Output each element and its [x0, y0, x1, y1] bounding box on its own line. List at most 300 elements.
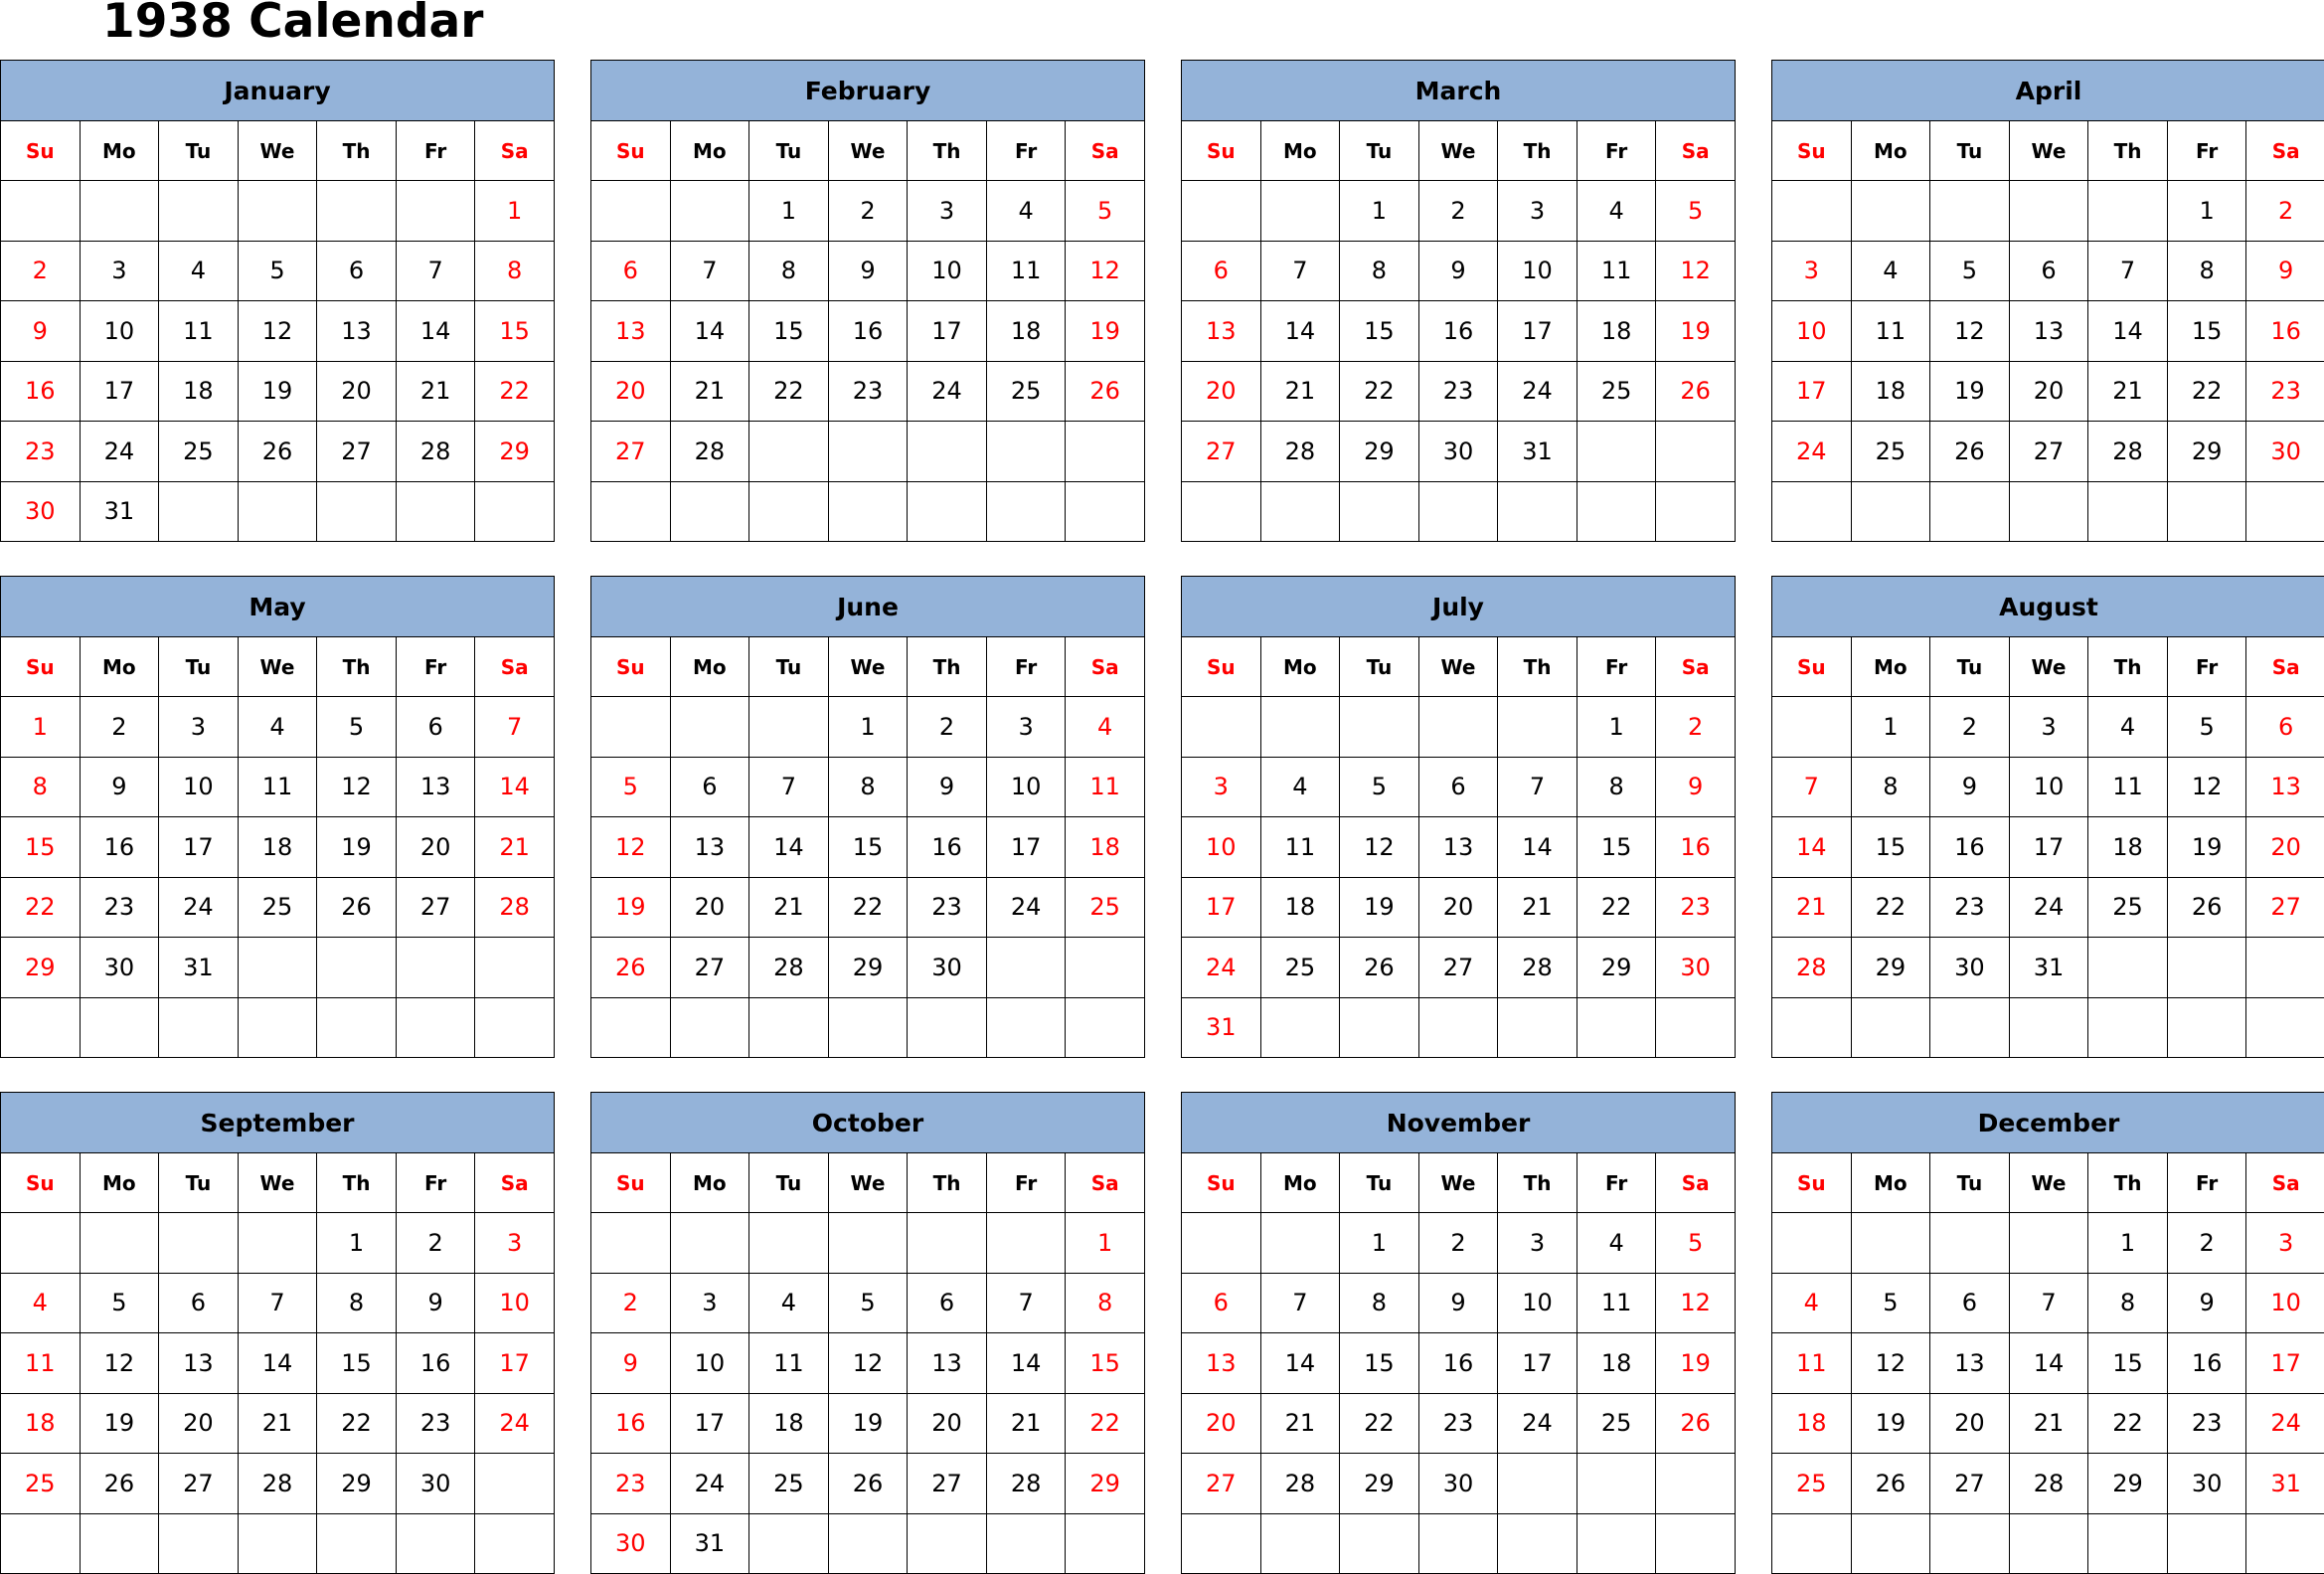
empty-cell — [1851, 181, 1930, 242]
day-cell: 14 — [396, 301, 475, 362]
day-cell: 3 — [986, 697, 1066, 758]
empty-cell — [1418, 481, 1498, 542]
week-row — [591, 361, 1145, 422]
empty-cell — [2088, 938, 2168, 998]
day-cell: 25 — [1851, 422, 1930, 482]
day-cell: 3 — [80, 241, 159, 301]
day-cell: 12 — [80, 1333, 159, 1394]
day-cell: 2 — [2246, 181, 2324, 242]
empty-cell — [1930, 181, 2010, 242]
day-cell: 19 — [238, 361, 317, 422]
weekday-header: Su — [1, 637, 81, 697]
empty-cell — [238, 481, 317, 542]
empty-cell — [670, 997, 749, 1058]
day-cell: 16 — [1930, 817, 2010, 878]
day-cell: 20 — [396, 817, 475, 878]
month-name: August — [1772, 577, 2324, 637]
empty-cell — [986, 997, 1066, 1058]
weekday-header: Su — [1182, 1153, 1261, 1213]
week-row — [1, 301, 555, 362]
day-cell: 27 — [591, 422, 671, 482]
empty-cell — [908, 997, 987, 1058]
day-cell: 15 — [1066, 1333, 1145, 1394]
month-grid — [0, 576, 555, 1058]
week-row — [1772, 241, 2324, 301]
weekday-header: Mo — [1260, 637, 1340, 697]
weekday-header: Th — [1498, 121, 1577, 181]
day-cell: 21 — [238, 1393, 317, 1454]
day-cell: 18 — [1772, 1393, 1852, 1454]
empty-cell — [475, 938, 555, 998]
day-cell: 23 — [396, 1393, 475, 1454]
day-cell: 15 — [1340, 301, 1419, 362]
day-cell: 29 — [317, 1454, 397, 1514]
empty-cell — [2246, 481, 2324, 542]
empty-cell — [670, 181, 749, 242]
week-row — [1, 877, 555, 938]
empty-cell — [2009, 181, 2088, 242]
empty-cell — [1851, 481, 1930, 542]
day-cell: 24 — [1498, 361, 1577, 422]
weekday-header: Fr — [2167, 121, 2246, 181]
empty-cell — [1577, 481, 1656, 542]
day-cell: 22 — [2088, 1393, 2168, 1454]
day-cell: 23 — [908, 877, 987, 938]
week-row — [1, 241, 555, 301]
page-title: 1938 Calendar — [102, 0, 483, 48]
empty-cell — [828, 422, 908, 482]
day-cell: 1 — [1340, 181, 1419, 242]
weekday-header: Tu — [159, 637, 239, 697]
day-cell: 16 — [396, 1333, 475, 1394]
empty-cell — [986, 422, 1066, 482]
weekday-header: We — [828, 1153, 908, 1213]
weekday-header: Th — [317, 637, 397, 697]
week-row — [1182, 1213, 1736, 1274]
empty-cell — [1498, 697, 1577, 758]
month-name: July — [1182, 577, 1736, 637]
day-cell: 23 — [1, 422, 81, 482]
day-cell: 3 — [2009, 697, 2088, 758]
day-cell: 25 — [238, 877, 317, 938]
empty-cell — [2009, 1513, 2088, 1574]
day-cell: 1 — [2167, 181, 2246, 242]
day-cell: 13 — [396, 757, 475, 817]
day-cell: 9 — [591, 1333, 671, 1394]
day-cell: 27 — [1182, 1454, 1261, 1514]
week-row — [591, 1333, 1145, 1394]
day-cell: 2 — [2167, 1213, 2246, 1274]
weekday-header: Th — [317, 121, 397, 181]
weekday-header: Th — [908, 121, 987, 181]
month-name: February — [591, 61, 1145, 121]
day-cell: 16 — [1, 361, 81, 422]
empty-cell — [1930, 997, 2010, 1058]
empty-cell — [159, 1213, 239, 1274]
day-cell: 30 — [1418, 422, 1498, 482]
day-cell: 19 — [1340, 877, 1419, 938]
weekday-header: Th — [317, 1153, 397, 1213]
empty-cell — [749, 997, 829, 1058]
day-cell: 8 — [1340, 241, 1419, 301]
empty-cell — [238, 938, 317, 998]
weekday-header: Tu — [1930, 637, 2010, 697]
day-cell: 17 — [80, 361, 159, 422]
day-cell: 14 — [670, 301, 749, 362]
empty-cell — [238, 1213, 317, 1274]
week-row — [1182, 877, 1736, 938]
empty-cell — [986, 938, 1066, 998]
day-cell: 15 — [749, 301, 829, 362]
day-cell: 13 — [1418, 817, 1498, 878]
empty-cell — [1772, 697, 1852, 758]
weekday-header: Su — [1772, 637, 1852, 697]
day-cell: 15 — [2088, 1333, 2168, 1394]
weekday-header: Th — [908, 637, 987, 697]
empty-cell — [1930, 1513, 2010, 1574]
day-cell: 30 — [80, 938, 159, 998]
day-cell: 17 — [1498, 301, 1577, 362]
day-cell: 3 — [908, 181, 987, 242]
weekday-header: Mo — [670, 121, 749, 181]
day-cell: 14 — [1498, 817, 1577, 878]
day-cell: 3 — [670, 1273, 749, 1333]
day-cell: 12 — [238, 301, 317, 362]
day-cell: 26 — [1066, 361, 1145, 422]
empty-cell — [908, 1213, 987, 1274]
weekday-header: Fr — [986, 1153, 1066, 1213]
day-cell: 30 — [1656, 938, 1736, 998]
day-cell: 5 — [1656, 1213, 1736, 1274]
week-row — [1772, 361, 2324, 422]
day-cell: 30 — [908, 938, 987, 998]
day-cell: 14 — [986, 1333, 1066, 1394]
empty-cell — [396, 997, 475, 1058]
day-cell: 28 — [475, 877, 555, 938]
month-name: December — [1772, 1093, 2324, 1153]
month-november — [1181, 1092, 1736, 1574]
day-cell: 19 — [828, 1393, 908, 1454]
day-cell: 14 — [1260, 1333, 1340, 1394]
day-cell: 10 — [1498, 241, 1577, 301]
empty-cell — [828, 997, 908, 1058]
day-cell: 9 — [2246, 241, 2324, 301]
day-cell: 28 — [1260, 422, 1340, 482]
day-cell: 8 — [1340, 1273, 1419, 1333]
day-cell: 21 — [749, 877, 829, 938]
day-cell: 10 — [80, 301, 159, 362]
day-cell: 4 — [238, 697, 317, 758]
day-cell: 16 — [908, 817, 987, 878]
empty-cell — [828, 481, 908, 542]
empty-cell — [159, 181, 239, 242]
day-cell: 24 — [1772, 422, 1852, 482]
week-row — [1, 1513, 555, 1574]
weekday-header: Mo — [1851, 637, 1930, 697]
empty-cell — [1772, 181, 1852, 242]
day-cell: 23 — [2167, 1393, 2246, 1454]
month-march — [1181, 60, 1736, 542]
day-cell: 9 — [828, 241, 908, 301]
day-cell: 1 — [1851, 697, 1930, 758]
day-cell: 15 — [1, 817, 81, 878]
empty-cell — [396, 481, 475, 542]
day-cell: 18 — [1577, 301, 1656, 362]
day-cell: 17 — [475, 1333, 555, 1394]
week-row — [1182, 1333, 1736, 1394]
week-row — [1772, 1513, 2324, 1574]
week-row — [1182, 1513, 1736, 1574]
empty-cell — [159, 1513, 239, 1574]
weekday-header: Sa — [2246, 121, 2324, 181]
month-name: May — [1, 577, 555, 637]
day-cell: 17 — [986, 817, 1066, 878]
day-cell: 20 — [670, 877, 749, 938]
day-cell: 24 — [986, 877, 1066, 938]
day-cell: 4 — [986, 181, 1066, 242]
empty-cell — [591, 181, 671, 242]
month-grid — [1181, 1092, 1736, 1574]
empty-cell — [2009, 481, 2088, 542]
day-cell: 19 — [1066, 301, 1145, 362]
day-cell: 25 — [1, 1454, 81, 1514]
day-cell: 11 — [1066, 757, 1145, 817]
day-cell: 10 — [908, 241, 987, 301]
day-cell: 23 — [1418, 361, 1498, 422]
week-row — [591, 1393, 1145, 1454]
empty-cell — [1418, 1513, 1498, 1574]
empty-cell — [1772, 1213, 1852, 1274]
day-cell: 13 — [1182, 301, 1261, 362]
day-cell: 28 — [1772, 938, 1852, 998]
day-cell: 8 — [1066, 1273, 1145, 1333]
weekday-header: Su — [1, 1153, 81, 1213]
day-cell: 6 — [908, 1273, 987, 1333]
empty-cell — [2009, 1213, 2088, 1274]
day-cell: 20 — [1182, 1393, 1261, 1454]
weekday-header: We — [828, 121, 908, 181]
day-cell: 25 — [1066, 877, 1145, 938]
week-row — [591, 1273, 1145, 1333]
empty-cell — [1340, 481, 1419, 542]
week-row — [1182, 301, 1736, 362]
weekday-header: We — [238, 121, 317, 181]
weekday-header: Th — [2088, 1153, 2168, 1213]
day-cell: 18 — [1066, 817, 1145, 878]
weekday-header: Fr — [986, 121, 1066, 181]
day-cell: 22 — [1066, 1393, 1145, 1454]
day-cell: 19 — [1930, 361, 2010, 422]
empty-cell — [80, 181, 159, 242]
empty-cell — [2088, 181, 2168, 242]
day-cell: 29 — [1, 938, 81, 998]
day-cell: 2 — [1930, 697, 2010, 758]
empty-cell — [159, 997, 239, 1058]
weekday-header: Tu — [1930, 121, 2010, 181]
day-cell: 11 — [1772, 1333, 1852, 1394]
day-cell: 30 — [1930, 938, 2010, 998]
weekday-header: Sa — [1066, 637, 1145, 697]
day-cell: 9 — [2167, 1273, 2246, 1333]
weekday-header: Mo — [670, 1153, 749, 1213]
day-cell: 5 — [317, 697, 397, 758]
day-cell: 18 — [1260, 877, 1340, 938]
day-cell: 17 — [908, 301, 987, 362]
week-row — [1772, 481, 2324, 542]
weekday-header: Fr — [396, 121, 475, 181]
day-cell: 12 — [1066, 241, 1145, 301]
week-row — [1182, 241, 1736, 301]
week-row — [1772, 877, 2324, 938]
empty-cell — [1066, 422, 1145, 482]
day-cell: 27 — [1182, 422, 1261, 482]
day-cell: 28 — [1260, 1454, 1340, 1514]
day-cell: 28 — [670, 422, 749, 482]
day-cell: 19 — [1656, 301, 1736, 362]
week-row — [591, 697, 1145, 758]
day-cell: 26 — [1656, 1393, 1736, 1454]
day-cell: 31 — [2246, 1454, 2324, 1514]
empty-cell — [2167, 481, 2246, 542]
day-cell: 21 — [1260, 1393, 1340, 1454]
day-cell: 15 — [828, 817, 908, 878]
empty-cell — [1066, 481, 1145, 542]
day-cell: 28 — [396, 422, 475, 482]
day-cell: 12 — [1851, 1333, 1930, 1394]
day-cell: 21 — [2009, 1393, 2088, 1454]
empty-cell — [1577, 1513, 1656, 1574]
day-cell: 19 — [80, 1393, 159, 1454]
day-cell: 29 — [2088, 1454, 2168, 1514]
empty-cell — [475, 1454, 555, 1514]
empty-cell — [1656, 422, 1736, 482]
week-row — [1772, 938, 2324, 998]
week-row — [1182, 1454, 1736, 1514]
day-cell: 18 — [749, 1393, 829, 1454]
day-cell: 25 — [1260, 938, 1340, 998]
day-cell: 20 — [2246, 817, 2324, 878]
day-cell: 8 — [317, 1273, 397, 1333]
empty-cell — [1066, 938, 1145, 998]
weekday-header: We — [2009, 637, 2088, 697]
week-row — [1772, 997, 2324, 1058]
day-cell: 26 — [1930, 422, 2010, 482]
weekday-header: Th — [2088, 121, 2168, 181]
day-cell: 22 — [1577, 877, 1656, 938]
day-cell: 19 — [1851, 1393, 1930, 1454]
day-cell: 5 — [1066, 181, 1145, 242]
day-cell: 6 — [591, 241, 671, 301]
empty-cell — [1418, 697, 1498, 758]
day-cell: 28 — [2088, 422, 2168, 482]
month-august — [1771, 576, 2324, 1058]
month-grid — [1771, 60, 2324, 542]
week-row — [1, 1333, 555, 1394]
day-cell: 16 — [2246, 301, 2324, 362]
day-cell: 30 — [1418, 1454, 1498, 1514]
day-cell: 5 — [1656, 181, 1736, 242]
empty-cell — [591, 1213, 671, 1274]
weekday-header: Sa — [1066, 121, 1145, 181]
month-may — [0, 576, 555, 1058]
day-cell: 22 — [828, 877, 908, 938]
week-row — [591, 1454, 1145, 1514]
day-cell: 17 — [2246, 1333, 2324, 1394]
weekday-header: Fr — [986, 637, 1066, 697]
weekday-header: Su — [1772, 121, 1852, 181]
week-row — [1, 1273, 555, 1333]
day-cell: 7 — [670, 241, 749, 301]
day-cell: 10 — [475, 1273, 555, 1333]
day-cell: 23 — [1930, 877, 2010, 938]
empty-cell — [1656, 1513, 1736, 1574]
day-cell: 30 — [2246, 422, 2324, 482]
month-grid — [1771, 1092, 2324, 1574]
day-cell: 22 — [2167, 361, 2246, 422]
empty-cell — [1851, 997, 1930, 1058]
day-cell: 2 — [1, 241, 81, 301]
empty-cell — [908, 481, 987, 542]
day-cell: 27 — [317, 422, 397, 482]
day-cell: 23 — [1418, 1393, 1498, 1454]
week-row — [1182, 1273, 1736, 1333]
day-cell: 27 — [670, 938, 749, 998]
weekday-header: Fr — [1577, 121, 1656, 181]
empty-cell — [1498, 1454, 1577, 1514]
weekday-header: Fr — [2167, 1153, 2246, 1213]
month-grid — [1181, 576, 1736, 1058]
day-cell: 20 — [591, 361, 671, 422]
day-cell: 13 — [670, 817, 749, 878]
day-cell: 9 — [1, 301, 81, 362]
day-cell: 31 — [670, 1513, 749, 1574]
day-cell: 19 — [317, 817, 397, 878]
weekday-header: Fr — [2167, 637, 2246, 697]
week-row — [1, 697, 555, 758]
day-cell: 13 — [159, 1333, 239, 1394]
weekday-header: Fr — [396, 1153, 475, 1213]
day-cell: 27 — [2246, 877, 2324, 938]
day-cell: 16 — [2167, 1333, 2246, 1394]
empty-cell — [1066, 1513, 1145, 1574]
day-cell: 1 — [1066, 1213, 1145, 1274]
empty-cell — [1498, 1513, 1577, 1574]
weekday-header: Su — [1772, 1153, 1852, 1213]
day-cell: 9 — [1656, 757, 1736, 817]
day-cell: 11 — [1, 1333, 81, 1394]
day-cell: 24 — [159, 877, 239, 938]
week-row — [1, 1454, 555, 1514]
day-cell: 5 — [238, 241, 317, 301]
day-cell: 14 — [1260, 301, 1340, 362]
week-row — [1182, 361, 1736, 422]
weekday-header: Mo — [1851, 121, 1930, 181]
day-cell: 2 — [1418, 181, 1498, 242]
day-cell: 29 — [475, 422, 555, 482]
day-cell: 22 — [317, 1393, 397, 1454]
week-row — [1772, 1454, 2324, 1514]
day-cell: 29 — [1340, 422, 1419, 482]
empty-cell — [317, 938, 397, 998]
empty-cell — [1930, 1213, 2010, 1274]
weekday-header: Su — [1182, 121, 1261, 181]
month-april — [1771, 60, 2324, 542]
day-cell: 18 — [2088, 817, 2168, 878]
week-row — [591, 301, 1145, 362]
weekday-header: Tu — [159, 1153, 239, 1213]
empty-cell — [1498, 481, 1577, 542]
day-cell: 22 — [1851, 877, 1930, 938]
